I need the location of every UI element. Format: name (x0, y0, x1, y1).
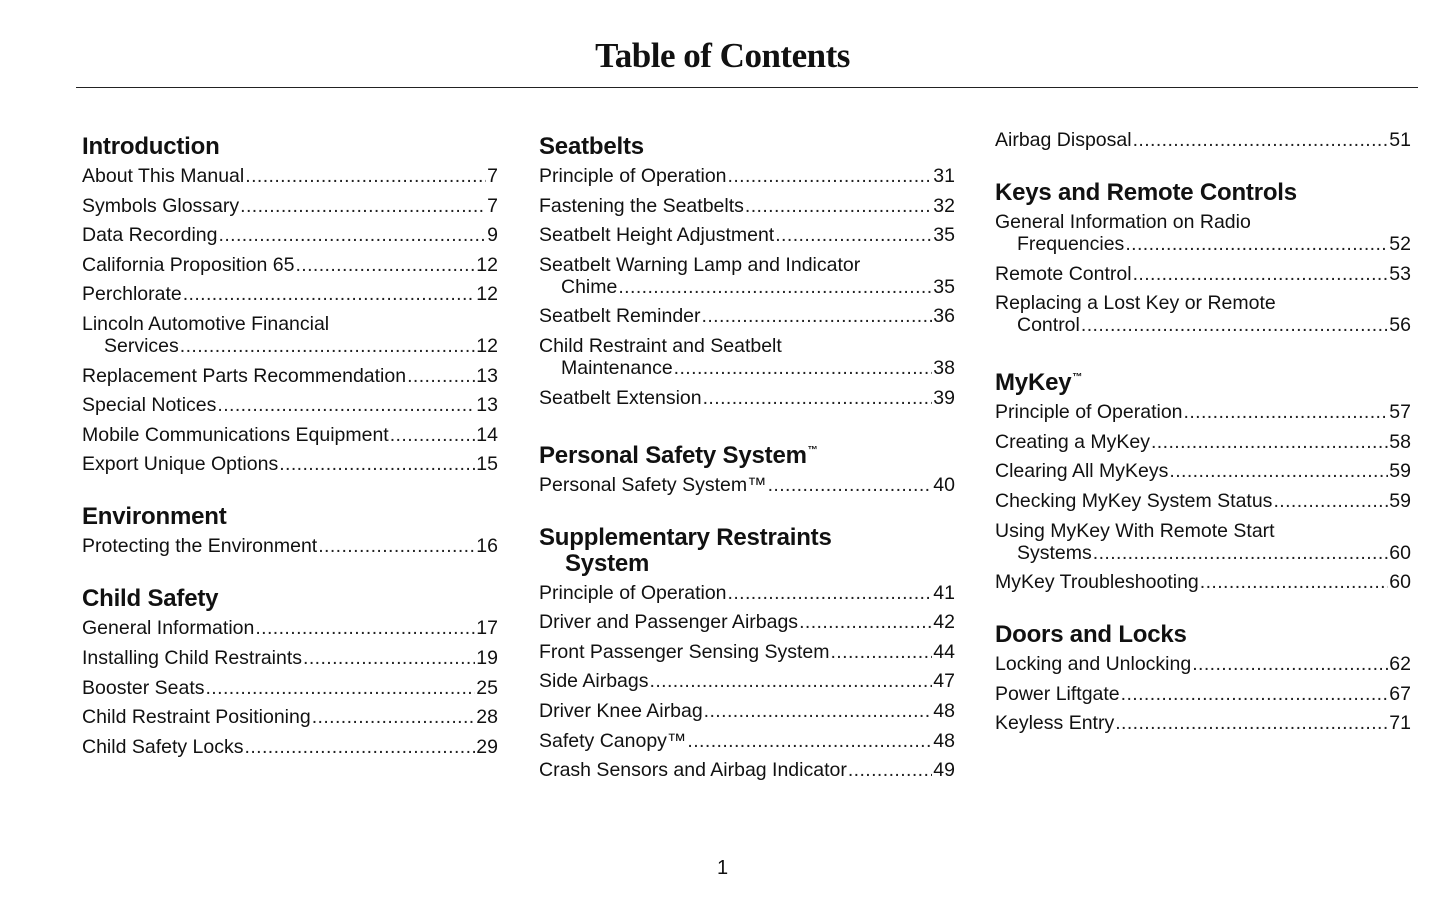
toc-page-number: 51 (1389, 129, 1411, 151)
toc-entry-line (539, 641, 955, 663)
toc-entry-title: Mobile Communications Equipment (82, 423, 389, 446)
toc-entry[interactable] (82, 535, 498, 557)
dot-leader (217, 394, 475, 416)
toc-section (539, 438, 955, 496)
dot-leader (728, 582, 933, 604)
toc-entry[interactable] (82, 424, 498, 446)
toc-section (82, 504, 498, 557)
toc-entry[interactable] (82, 647, 498, 669)
toc-page-number: 59 (1389, 489, 1411, 512)
dot-leader (390, 424, 476, 446)
toc-entry[interactable] (995, 490, 1411, 512)
toc-page-number: 48 (933, 729, 955, 752)
section-heading-text: Doors and Locks (995, 621, 1187, 649)
dot-leader (650, 670, 933, 692)
toc-entry-line (82, 706, 498, 728)
toc-section (995, 365, 1411, 593)
toc-page-number: 13 (476, 364, 498, 387)
toc-entry-line (82, 453, 498, 475)
toc-entry-title: Creating a MyKey (995, 430, 1150, 453)
toc-entry-title: Export Unique Options (82, 453, 279, 476)
toc-entry-line (995, 542, 1411, 564)
dot-leader (674, 357, 933, 379)
section-heading-text: Personal Safety System (539, 441, 807, 469)
toc-page-number: 35 (933, 224, 955, 247)
toc-page-number: 12 (476, 283, 498, 306)
toc-entry-line (995, 314, 1411, 336)
toc-entry-line (995, 520, 1411, 542)
toc-entry[interactable] (82, 195, 498, 217)
toc-entry-title: Seatbelt Reminder (539, 305, 701, 328)
toc-entry-line (539, 474, 955, 496)
toc-entry-title-continuation: Maintenance (561, 356, 673, 379)
toc-entry-line (995, 571, 1411, 593)
dot-leader (245, 736, 476, 758)
dot-leader (205, 677, 475, 699)
toc-entry[interactable] (995, 401, 1411, 423)
toc-entry-title: Locking and Unlocking (995, 653, 1192, 676)
toc-entry-title: Lincoln Automotive Financial (82, 312, 330, 335)
section-heading-text: Seatbelts (539, 133, 644, 160)
toc-entry-line (539, 730, 955, 752)
dot-leader (1273, 490, 1388, 512)
toc-entry-title: Using MyKey With Remote Start (995, 519, 1275, 542)
dot-leader (1151, 431, 1388, 453)
dot-leader (295, 254, 475, 276)
dot-leader (703, 387, 933, 409)
section-heading-continuation: System (565, 549, 650, 577)
toc-entry[interactable] (82, 165, 498, 187)
toc-entry-line (539, 224, 955, 246)
toc-entry-line (82, 195, 498, 217)
toc-section (82, 134, 498, 475)
dot-leader (745, 195, 932, 217)
toc-entry-line (539, 165, 955, 187)
toc-entry-line (995, 292, 1411, 314)
dot-leader (1081, 314, 1388, 336)
toc-entry[interactable] (539, 195, 955, 217)
toc-entry-title: Installing Child Restraints (82, 646, 303, 669)
toc-entry-line (539, 582, 955, 604)
toc-entry[interactable] (539, 335, 955, 379)
toc-entry[interactable] (82, 677, 498, 699)
toc-entry-line (539, 305, 955, 327)
toc-entry-line (82, 394, 498, 416)
toc-page-number: 7 (487, 194, 498, 217)
trademark-symbol: ™ (807, 444, 818, 456)
toc-entry-title: Checking MyKey System Status (995, 489, 1273, 512)
toc-entry[interactable] (995, 460, 1411, 482)
toc-entry-title: Replacement Parts Recommendation (82, 364, 407, 387)
dot-leader (240, 195, 486, 217)
toc-page-number: 15 (476, 453, 498, 476)
toc-entry-line (539, 670, 955, 692)
toc-entry-line (82, 677, 498, 699)
dot-leader (618, 276, 932, 298)
dot-leader (830, 641, 932, 663)
dot-leader (219, 224, 487, 246)
toc-entry-title: Fastening the Seatbelts (539, 194, 744, 217)
dot-leader (848, 759, 932, 781)
toc-entry-title-continuation: Services (104, 334, 179, 357)
toc-section (995, 180, 1411, 336)
toc-entry[interactable] (539, 474, 955, 496)
toc-entry[interactable] (82, 283, 498, 305)
toc-entry-line (995, 653, 1411, 675)
toc-page-number: 58 (1389, 430, 1411, 453)
toc-entry[interactable] (539, 730, 955, 752)
toc-entry-line (539, 700, 955, 722)
toc-page-number: 25 (476, 676, 498, 699)
toc-page-number: 9 (487, 224, 498, 247)
toc-entry-title: Clearing All MyKeys (995, 460, 1169, 483)
toc-column-1 (82, 128, 498, 787)
toc-entry-line (539, 387, 955, 409)
toc-page-number: 41 (933, 581, 955, 604)
toc-column-3 (995, 129, 1411, 763)
dot-leader (1115, 712, 1388, 734)
toc-entry[interactable] (995, 129, 1411, 151)
toc-entry-line (995, 431, 1411, 453)
toc-entry-title-continuation: Chime (561, 275, 618, 298)
toc-entry-title: Principle of Operation (539, 165, 727, 187)
toc-page-number: 36 (933, 305, 955, 328)
section-heading (82, 586, 498, 612)
toc-entry-line (995, 683, 1411, 705)
toc-entry-title: Front Passenger Sensing System (539, 640, 830, 663)
toc-entry-title: Child Restraint Positioning (82, 706, 311, 729)
toc-entry-line (539, 335, 955, 357)
title-divider (76, 87, 1418, 88)
toc-page-number: 32 (933, 194, 955, 217)
toc-entry-line (82, 335, 498, 357)
toc-page-number: 31 (933, 165, 955, 187)
dot-leader (1200, 571, 1389, 593)
toc-page-number: 28 (476, 706, 498, 729)
toc-entry-title: General Information on Radio (995, 211, 1251, 233)
toc-section (995, 622, 1411, 734)
page-number: 1 (716, 857, 729, 879)
dot-leader (1121, 683, 1389, 705)
toc-entry-line (995, 233, 1411, 255)
toc-entry-title: Symbols Glossary (82, 194, 240, 217)
toc-entry-title: Safety Canopy™ (539, 729, 687, 752)
toc-entry[interactable] (82, 313, 498, 357)
toc-entry-title: Principle of Operation (539, 581, 727, 604)
toc-entry[interactable] (82, 254, 498, 276)
toc-entry-line (82, 365, 498, 387)
dot-leader (303, 647, 475, 669)
section-heading-text: Introduction (82, 133, 220, 160)
toc-entry-title-continuation: Systems (1017, 541, 1092, 564)
toc-entry[interactable] (82, 706, 498, 728)
toc-entry[interactable] (539, 224, 955, 246)
section-heading (82, 134, 498, 160)
toc-page-number: 59 (1389, 460, 1411, 483)
toc-entry-line (82, 736, 498, 758)
toc-entry[interactable] (995, 520, 1411, 564)
section-heading (995, 180, 1411, 206)
toc-page-number: 12 (476, 253, 498, 276)
toc-entry-title: Principle of Operation (995, 401, 1183, 424)
toc-page-number: 12 (476, 334, 498, 357)
toc-entry[interactable] (539, 582, 955, 604)
dot-leader (775, 224, 932, 246)
toc-page-number: 42 (933, 611, 955, 634)
dot-leader (1125, 233, 1388, 255)
toc-entry[interactable] (539, 165, 955, 187)
toc-entry-title: General Information (82, 617, 255, 640)
dot-leader (1133, 129, 1389, 151)
dot-leader (1093, 542, 1389, 564)
toc-entry-line (539, 254, 955, 276)
toc-page-number: 44 (933, 640, 955, 663)
dot-leader (1184, 401, 1389, 423)
toc-page-number: 40 (933, 473, 955, 496)
toc-entry-line (995, 263, 1411, 285)
dot-leader (279, 453, 475, 475)
toc-entry-line (539, 759, 955, 781)
toc-entry-line (82, 647, 498, 669)
toc-entry-title: Remote Control (995, 262, 1132, 285)
toc-entry-title: Airbag Disposal (995, 129, 1132, 151)
toc-page-number: 38 (933, 356, 955, 379)
toc-page-number: 14 (476, 423, 498, 446)
section-heading-text: Keys and Remote Controls (995, 179, 1297, 206)
dot-leader (255, 617, 475, 639)
toc-entry[interactable] (995, 263, 1411, 285)
dot-leader (183, 283, 476, 305)
dot-leader (312, 706, 476, 728)
toc-page-number: 48 (933, 699, 955, 722)
toc-entry-line (995, 211, 1411, 233)
toc-entry-line (82, 535, 498, 557)
section-heading-text: Child Safety (82, 585, 219, 613)
toc-entry-line (995, 460, 1411, 482)
page-title: Table of Contents (595, 36, 850, 75)
toc-column-2 (539, 128, 955, 810)
toc-entry[interactable] (82, 453, 498, 475)
toc-entry-title-continuation: Control (1017, 314, 1080, 337)
section-heading (539, 438, 955, 469)
dot-leader (407, 365, 475, 387)
toc-entry[interactable] (539, 305, 955, 327)
toc-section (539, 134, 955, 409)
toc-entry[interactable] (995, 712, 1411, 734)
toc-entry-line (539, 357, 955, 379)
toc-page-number: 71 (1389, 712, 1411, 735)
toc-entry-title: Side Airbags (539, 670, 649, 693)
toc-page-number: 29 (476, 735, 498, 758)
toc-entry-line (995, 490, 1411, 512)
toc-entry-line (995, 129, 1411, 151)
toc-entry[interactable] (995, 292, 1411, 336)
toc-entry-title: Driver Knee Airbag (539, 699, 703, 722)
toc-entry-title: Driver and Passenger Airbags (539, 611, 799, 634)
dot-leader (799, 611, 932, 633)
toc-page-number: 7 (487, 165, 498, 187)
toc-entry-line (539, 611, 955, 633)
toc-entry-title: Seatbelt Extension (539, 386, 702, 409)
toc-page-number: 49 (933, 759, 955, 782)
toc-entry-title: Data Recording (82, 224, 218, 247)
section-heading (995, 365, 1411, 396)
toc-page-number: 60 (1389, 541, 1411, 564)
toc-entry[interactable] (995, 683, 1411, 705)
toc-page-number: 60 (1389, 571, 1411, 594)
toc-entry-line (82, 617, 498, 639)
toc-section (995, 129, 1411, 151)
toc-page-number: 67 (1389, 682, 1411, 705)
toc-entry-title: Keyless Entry (995, 712, 1115, 735)
trademark-symbol: ™ (1072, 372, 1083, 384)
toc-page-number: 62 (1389, 653, 1411, 676)
toc-page-number: 47 (933, 670, 955, 693)
toc-page-number: 56 (1389, 314, 1411, 337)
toc-entry-title: Protecting the Environment (82, 535, 318, 558)
dot-leader (318, 535, 475, 557)
toc-entry[interactable] (995, 431, 1411, 453)
toc-entry-title: Seatbelt Height Adjustment (539, 224, 775, 247)
section-heading-text: Environment (82, 503, 227, 531)
toc-entry-line (995, 401, 1411, 423)
section-heading (539, 525, 955, 577)
toc-page-number: 35 (933, 275, 955, 298)
toc-entry-line (539, 276, 955, 298)
toc-entry[interactable] (539, 387, 955, 409)
toc-entry[interactable] (539, 611, 955, 633)
toc-entry-title: Seatbelt Warning Lamp and Indicator (539, 253, 861, 276)
dot-leader (768, 474, 933, 496)
toc-entry-title-continuation: Frequencies (1017, 233, 1125, 255)
section-heading (82, 504, 498, 530)
toc-entry-title: Child Safety Locks (82, 735, 244, 758)
section-heading-text: Supplementary Restraints (539, 523, 832, 551)
dot-leader (180, 335, 476, 357)
toc-entry[interactable] (82, 365, 498, 387)
toc-entry-title: Special Notices (82, 394, 217, 417)
dot-leader (1192, 653, 1388, 675)
toc-entry-title: California Proposition 65 (82, 253, 295, 276)
toc-entry-line (82, 254, 498, 276)
section-heading (995, 622, 1411, 648)
toc-entry-title: About This Manual (82, 165, 245, 187)
toc-section (539, 525, 955, 782)
toc-page-number: 57 (1389, 401, 1411, 424)
toc-entry-line (539, 195, 955, 217)
dot-leader (704, 700, 933, 722)
toc-entry-line (82, 224, 498, 246)
toc-entry[interactable] (539, 759, 955, 781)
toc-entry[interactable] (995, 211, 1411, 255)
toc-entry-title: Personal Safety System™ (539, 473, 767, 496)
toc-entry-line (82, 424, 498, 446)
toc-page-number: 16 (476, 535, 498, 558)
toc-page-number: 52 (1389, 233, 1411, 255)
toc-page-number: 19 (476, 646, 498, 669)
dot-leader (702, 305, 933, 327)
toc-entry[interactable] (82, 736, 498, 758)
dot-leader (687, 730, 932, 752)
toc-entry[interactable] (82, 617, 498, 639)
toc-entry[interactable] (539, 700, 955, 722)
toc-entry-title: Replacing a Lost Key or Remote (995, 292, 1276, 315)
toc-entry-line (995, 712, 1411, 734)
toc-page-number: 53 (1389, 262, 1411, 285)
toc-entry-title: Child Restraint and Seatbelt (539, 334, 782, 357)
toc-entry-title: MyKey Troubleshooting (995, 571, 1199, 594)
toc-entry-line (82, 165, 498, 187)
toc-section (82, 586, 498, 757)
section-heading-text: MyKey (995, 369, 1072, 397)
toc-entry[interactable] (82, 394, 498, 416)
toc-entry[interactable] (539, 670, 955, 692)
toc-entry-title: Power Liftgate (995, 682, 1120, 705)
toc-entry[interactable] (539, 254, 955, 298)
toc-page-number: 13 (476, 394, 498, 417)
dot-leader (1169, 460, 1388, 482)
toc-page-number: 17 (476, 617, 498, 640)
dot-leader (245, 165, 486, 187)
toc-entry-line (82, 283, 498, 305)
toc-entry[interactable] (995, 653, 1411, 675)
toc-entry[interactable] (995, 571, 1411, 593)
toc-entry-title: Perchlorate (82, 283, 182, 306)
toc-entry-line (82, 313, 498, 335)
section-heading (539, 134, 955, 160)
toc-entry[interactable] (82, 224, 498, 246)
dot-leader (728, 165, 933, 187)
toc-entry-title: Crash Sensors and Airbag Indicator (539, 759, 847, 782)
toc-page-number: 39 (933, 386, 955, 409)
toc-entry[interactable] (539, 641, 955, 663)
dot-leader (1133, 263, 1389, 285)
toc-entry-title: Booster Seats (82, 676, 205, 699)
